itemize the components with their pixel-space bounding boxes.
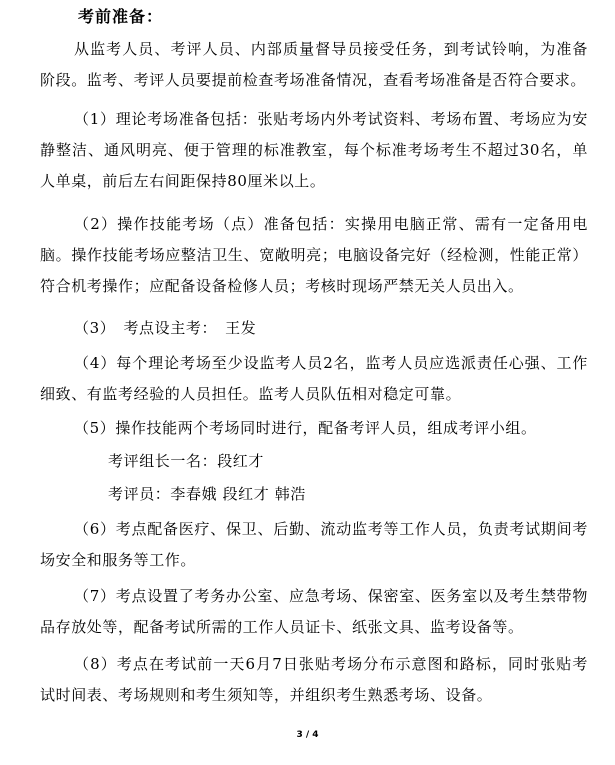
section-heading: 考前准备： xyxy=(78,7,164,26)
item-1-paragraph: （1）理论考场准备包括：张贴考场内外考试资料、考场布置、考场应为安静整洁、通风明亮、便于管理的标准教室，每个标准考场考生不超过30名，单人单桌，前后左右间距保持80厘米以上。 xyxy=(40,110,588,190)
intro-paragraph: 从监考人员、考评人员、内部质量督导员接受任务，到考试铃响，为准备阶段。监考、考评人员要提前检查考场准备情况，查看考场准备是否符合要求。 xyxy=(40,40,588,89)
item-6-paragraph: （6）考点配备医疗、保卫、后勤、流动监考等工作人员，负责考试期间考场安全和服务等工作。 xyxy=(40,520,588,569)
item-2-paragraph: （2）操作技能考场（点）准备包括：实操用电脑正常、需有一定备用电脑。操作技能考场应整洁卫生、宽敞明亮；电脑设备完好（经检测，性能正常）符合机考操作；应配备设备检修人员；考核时现场严禁无关人员出入。 xyxy=(40,215,588,295)
item-4-paragraph: （4）每个理论考场至少设监考人员2名，监考人员应选派责任心强、工作细致、有监考经验的人员担任。监考人员队伍相对稳定可靠。 xyxy=(40,354,588,403)
item-7-paragraph: （7）考点设置了考务办公室、应急考场、保密室、医务室以及考生禁带物品存放处等，配备考试所需的工作人员证卡、纸张文具、监考设备等。 xyxy=(40,587,588,636)
item-3-paragraph: （3） 考点设主考： 王发 xyxy=(74,319,257,337)
page-number: 3 / 4 xyxy=(296,730,319,740)
team-leader-line: 考评组长一名：段红才 xyxy=(108,452,265,470)
item-8-paragraph: （8）考点在考试前一天6月7日张贴考场分布示意图和路标，同时张贴考试时间表、考场规则和考生须知等，并组织考生熟悉考场、设备。 xyxy=(40,655,588,704)
examiners-line: 考评员：李春娥 段红才 韩浩 xyxy=(108,485,306,503)
item-5-paragraph: （5）操作技能两个考场同时进行，配备考评人员，组成考评小组。 xyxy=(74,419,537,437)
